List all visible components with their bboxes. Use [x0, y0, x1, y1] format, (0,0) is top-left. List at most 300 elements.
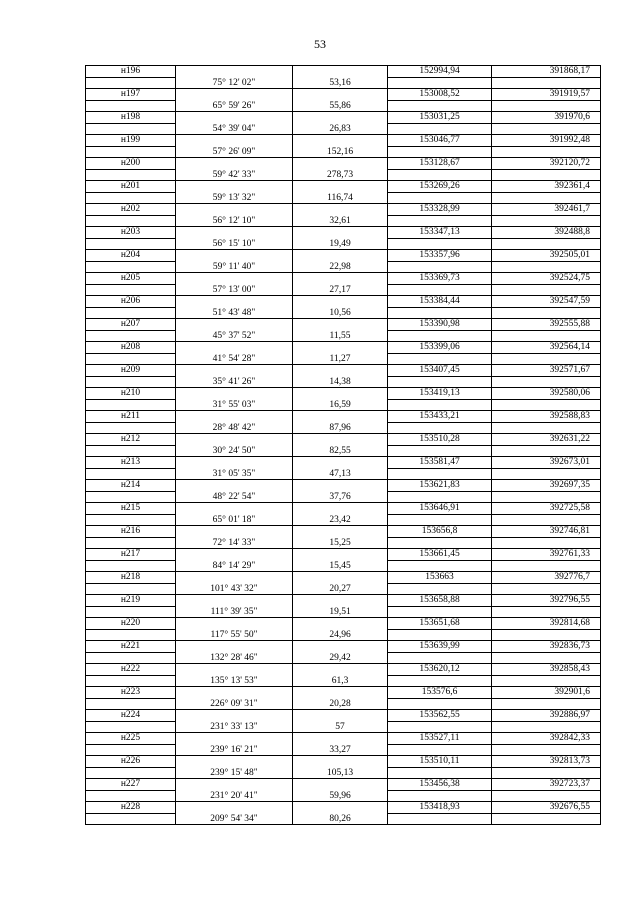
- direction-angle-cell: 28° 48' 42": [176, 422, 293, 434]
- empty-cell: [293, 89, 388, 101]
- empty-cell: [388, 698, 492, 710]
- table-row: [86, 595, 601, 607]
- empty-cell: [492, 675, 601, 687]
- direction-angle-cell: 101° 43' 32": [176, 583, 293, 595]
- empty-cell: [293, 480, 388, 492]
- table-row: [86, 261, 601, 273]
- empty-cell: [492, 698, 601, 710]
- y-coordinate-cell: 392776,7: [492, 572, 601, 584]
- table-row: [86, 112, 601, 124]
- y-coordinate-cell: 392571,67: [492, 365, 601, 377]
- empty-cell: [492, 744, 601, 756]
- x-coordinate-cell: 153031,25: [388, 112, 492, 124]
- table-row: [86, 560, 601, 572]
- y-coordinate-cell: 392842,33: [492, 733, 601, 745]
- table-row: [86, 307, 601, 319]
- empty-cell: [176, 595, 293, 607]
- y-coordinate-cell: 392697,35: [492, 480, 601, 492]
- empty-cell: [293, 388, 388, 400]
- point-name-cell: н211: [86, 411, 176, 423]
- x-coordinate-cell: 153651,68: [388, 618, 492, 630]
- empty-cell: [176, 572, 293, 584]
- empty-cell: [86, 77, 176, 89]
- empty-cell: [293, 112, 388, 124]
- empty-cell: [176, 181, 293, 193]
- empty-cell: [176, 710, 293, 722]
- x-coordinate-cell: 153384,44: [388, 296, 492, 308]
- table-row: [86, 641, 601, 653]
- distance-cell: 19,49: [293, 238, 388, 250]
- empty-cell: [293, 779, 388, 791]
- empty-cell: [86, 767, 176, 779]
- y-coordinate-cell: 392761,33: [492, 549, 601, 561]
- empty-cell: [388, 537, 492, 549]
- empty-cell: [176, 319, 293, 331]
- empty-cell: [176, 89, 293, 101]
- y-coordinate-cell: 392723,37: [492, 779, 601, 791]
- empty-cell: [176, 66, 293, 78]
- y-coordinate-cell: 392814,68: [492, 618, 601, 630]
- y-coordinate-cell: 392836,73: [492, 641, 601, 653]
- x-coordinate-cell: 153369,73: [388, 273, 492, 285]
- direction-angle-cell: 209° 54' 34": [176, 813, 293, 825]
- table-row: [86, 790, 601, 802]
- empty-cell: [176, 365, 293, 377]
- empty-cell: [293, 664, 388, 676]
- empty-cell: [86, 192, 176, 204]
- y-coordinate-cell: 392746,81: [492, 526, 601, 538]
- x-coordinate-cell: 153646,91: [388, 503, 492, 515]
- empty-cell: [388, 284, 492, 296]
- direction-angle-cell: 59° 42' 33": [176, 169, 293, 181]
- empty-cell: [388, 767, 492, 779]
- empty-cell: [492, 284, 601, 296]
- table-row: [86, 353, 601, 365]
- distance-cell: 47,13: [293, 468, 388, 480]
- empty-cell: [492, 445, 601, 457]
- empty-cell: [176, 687, 293, 699]
- y-coordinate-cell: 392524,75: [492, 273, 601, 285]
- x-coordinate-cell: 153639,99: [388, 641, 492, 653]
- point-name-cell: н228: [86, 802, 176, 814]
- point-name-cell: н225: [86, 733, 176, 745]
- direction-angle-cell: 30° 24' 50": [176, 445, 293, 457]
- empty-cell: [86, 537, 176, 549]
- empty-cell: [293, 503, 388, 515]
- point-name-cell: н210: [86, 388, 176, 400]
- distance-cell: 20,28: [293, 698, 388, 710]
- distance-cell: 10,56: [293, 307, 388, 319]
- distance-cell: 80,26: [293, 813, 388, 825]
- empty-cell: [492, 238, 601, 250]
- empty-cell: [388, 813, 492, 825]
- direction-angle-cell: 57° 26' 09": [176, 146, 293, 158]
- x-coordinate-cell: 153419,13: [388, 388, 492, 400]
- point-name-cell: н212: [86, 434, 176, 446]
- point-name-cell: н221: [86, 641, 176, 653]
- empty-cell: [176, 227, 293, 239]
- empty-cell: [86, 629, 176, 641]
- table-row: [86, 457, 601, 469]
- distance-cell: 15,25: [293, 537, 388, 549]
- empty-cell: [388, 261, 492, 273]
- empty-cell: [293, 296, 388, 308]
- table-row: [86, 192, 601, 204]
- y-coordinate-cell: 392547,59: [492, 296, 601, 308]
- point-name-cell: н219: [86, 595, 176, 607]
- distance-cell: 24,96: [293, 629, 388, 641]
- direction-angle-cell: 72° 14' 33": [176, 537, 293, 549]
- empty-cell: [293, 204, 388, 216]
- point-name-cell: н196: [86, 66, 176, 78]
- empty-cell: [86, 652, 176, 664]
- empty-cell: [86, 422, 176, 434]
- table-row: [86, 66, 601, 78]
- table-row: [86, 330, 601, 342]
- empty-cell: [492, 468, 601, 480]
- point-name-cell: н215: [86, 503, 176, 515]
- distance-cell: 11,27: [293, 353, 388, 365]
- empty-cell: [388, 790, 492, 802]
- distance-cell: 55,86: [293, 100, 388, 112]
- empty-cell: [86, 261, 176, 273]
- empty-cell: [176, 250, 293, 262]
- table-row: [86, 503, 601, 515]
- direction-angle-cell: 45° 37' 52": [176, 330, 293, 342]
- distance-cell: 27,17: [293, 284, 388, 296]
- table-row: [86, 388, 601, 400]
- direction-angle-cell: 59° 13' 32": [176, 192, 293, 204]
- empty-cell: [388, 100, 492, 112]
- table-row: [86, 687, 601, 699]
- table-row: [86, 572, 601, 584]
- table-row: [86, 100, 601, 112]
- empty-cell: [293, 526, 388, 538]
- empty-cell: [293, 365, 388, 377]
- empty-cell: [388, 652, 492, 664]
- empty-cell: [293, 342, 388, 354]
- empty-cell: [492, 146, 601, 158]
- direction-angle-cell: 31° 05' 35": [176, 468, 293, 480]
- empty-cell: [492, 790, 601, 802]
- empty-cell: [492, 169, 601, 181]
- direction-angle-cell: 231° 20' 41": [176, 790, 293, 802]
- point-name-cell: н224: [86, 710, 176, 722]
- table-row: [86, 629, 601, 641]
- table-row: [86, 422, 601, 434]
- x-coordinate-cell: 153433,21: [388, 411, 492, 423]
- direction-angle-cell: 56° 15' 10": [176, 238, 293, 250]
- point-name-cell: н223: [86, 687, 176, 699]
- empty-cell: [86, 744, 176, 756]
- empty-cell: [176, 756, 293, 768]
- empty-cell: [176, 480, 293, 492]
- x-coordinate-cell: 153128,67: [388, 158, 492, 170]
- empty-cell: [293, 434, 388, 446]
- empty-cell: [176, 204, 293, 216]
- empty-cell: [388, 192, 492, 204]
- point-name-cell: н226: [86, 756, 176, 768]
- table-row: [86, 342, 601, 354]
- distance-cell: 57: [293, 721, 388, 733]
- coordinates-table: [85, 65, 601, 825]
- point-name-cell: н198: [86, 112, 176, 124]
- empty-cell: [388, 399, 492, 411]
- empty-cell: [293, 802, 388, 814]
- empty-cell: [492, 422, 601, 434]
- y-coordinate-cell: 392580,06: [492, 388, 601, 400]
- distance-cell: 26,83: [293, 123, 388, 135]
- distance-cell: 20,27: [293, 583, 388, 595]
- x-coordinate-cell: 153620,12: [388, 664, 492, 676]
- x-coordinate-cell: 153527,11: [388, 733, 492, 745]
- empty-cell: [86, 146, 176, 158]
- direction-angle-cell: 54° 39' 04": [176, 123, 293, 135]
- empty-cell: [293, 181, 388, 193]
- table-row: [86, 698, 601, 710]
- y-coordinate-cell: 392555,88: [492, 319, 601, 331]
- empty-cell: [388, 583, 492, 595]
- distance-cell: 53,16: [293, 77, 388, 89]
- direction-angle-cell: 132° 28' 46": [176, 652, 293, 664]
- distance-cell: 11,55: [293, 330, 388, 342]
- y-coordinate-cell: 392858,43: [492, 664, 601, 676]
- empty-cell: [388, 422, 492, 434]
- y-coordinate-cell: 391992,48: [492, 135, 601, 147]
- empty-cell: [293, 273, 388, 285]
- distance-cell: 105,13: [293, 767, 388, 779]
- table-row: [86, 744, 601, 756]
- empty-cell: [176, 802, 293, 814]
- direction-angle-cell: 239° 15' 48": [176, 767, 293, 779]
- empty-cell: [86, 813, 176, 825]
- table-row: [86, 802, 601, 814]
- empty-cell: [388, 491, 492, 503]
- table-row: [86, 606, 601, 618]
- empty-cell: [492, 215, 601, 227]
- distance-cell: 22,98: [293, 261, 388, 273]
- x-coordinate-cell: 153581,47: [388, 457, 492, 469]
- empty-cell: [492, 606, 601, 618]
- point-name-cell: н208: [86, 342, 176, 354]
- empty-cell: [176, 549, 293, 561]
- empty-cell: [293, 457, 388, 469]
- direction-angle-cell: 48° 22' 54": [176, 491, 293, 503]
- x-coordinate-cell: 153656,8: [388, 526, 492, 538]
- empty-cell: [388, 238, 492, 250]
- table-row: [86, 169, 601, 181]
- table-row: [86, 250, 601, 262]
- table-row: [86, 365, 601, 377]
- direction-angle-cell: 111° 39' 35": [176, 606, 293, 618]
- direction-angle-cell: 57° 13' 00": [176, 284, 293, 296]
- table-row: [86, 468, 601, 480]
- table-row: [86, 710, 601, 722]
- point-name-cell: н202: [86, 204, 176, 216]
- x-coordinate-cell: 153269,26: [388, 181, 492, 193]
- distance-cell: 61,3: [293, 675, 388, 687]
- table-row: [86, 756, 601, 768]
- empty-cell: [86, 445, 176, 457]
- direction-angle-cell: 65° 59' 26": [176, 100, 293, 112]
- empty-cell: [492, 399, 601, 411]
- empty-cell: [86, 215, 176, 227]
- empty-cell: [388, 721, 492, 733]
- y-coordinate-cell: 392886,97: [492, 710, 601, 722]
- empty-cell: [492, 100, 601, 112]
- empty-cell: [86, 514, 176, 526]
- empty-cell: [388, 675, 492, 687]
- distance-cell: 33,27: [293, 744, 388, 756]
- y-coordinate-cell: 392673,01: [492, 457, 601, 469]
- table-row: [86, 526, 601, 538]
- x-coordinate-cell: 153347,13: [388, 227, 492, 239]
- empty-cell: [176, 641, 293, 653]
- empty-cell: [388, 146, 492, 158]
- x-coordinate-cell: 153008,52: [388, 89, 492, 101]
- empty-cell: [86, 284, 176, 296]
- table-row: [86, 319, 601, 331]
- point-name-cell: н203: [86, 227, 176, 239]
- empty-cell: [492, 77, 601, 89]
- x-coordinate-cell: 153399,06: [388, 342, 492, 354]
- direction-angle-cell: 51° 43' 48": [176, 307, 293, 319]
- empty-cell: [86, 560, 176, 572]
- empty-cell: [492, 514, 601, 526]
- empty-cell: [388, 77, 492, 89]
- empty-cell: [176, 296, 293, 308]
- x-coordinate-cell: 153328,99: [388, 204, 492, 216]
- direction-angle-cell: 35° 41' 26": [176, 376, 293, 388]
- empty-cell: [176, 526, 293, 538]
- table-row: [86, 514, 601, 526]
- empty-cell: [492, 629, 601, 641]
- empty-cell: [293, 158, 388, 170]
- empty-cell: [86, 675, 176, 687]
- empty-cell: [492, 767, 601, 779]
- table-row: [86, 537, 601, 549]
- empty-cell: [293, 549, 388, 561]
- table-row: [86, 434, 601, 446]
- empty-cell: [388, 514, 492, 526]
- table-row: [86, 767, 601, 779]
- empty-cell: [86, 100, 176, 112]
- point-name-cell: н220: [86, 618, 176, 630]
- empty-cell: [86, 583, 176, 595]
- empty-cell: [492, 583, 601, 595]
- table-row: [86, 146, 601, 158]
- empty-cell: [86, 353, 176, 365]
- empty-cell: [492, 560, 601, 572]
- x-coordinate-cell: 153390,98: [388, 319, 492, 331]
- empty-cell: [176, 342, 293, 354]
- distance-cell: 14,38: [293, 376, 388, 388]
- point-name-cell: н214: [86, 480, 176, 492]
- empty-cell: [86, 123, 176, 135]
- table-row: [86, 675, 601, 687]
- page-number: 53: [314, 37, 326, 51]
- table-row: [86, 664, 601, 676]
- direction-angle-cell: 231° 33' 13": [176, 721, 293, 733]
- point-name-cell: н227: [86, 779, 176, 791]
- x-coordinate-cell: 153510,11: [388, 756, 492, 768]
- x-coordinate-cell: 153562,55: [388, 710, 492, 722]
- x-coordinate-cell: 153663: [388, 572, 492, 584]
- table-row: [86, 273, 601, 285]
- x-coordinate-cell: 153510,28: [388, 434, 492, 446]
- empty-cell: [388, 169, 492, 181]
- empty-cell: [492, 813, 601, 825]
- point-name-cell: н200: [86, 158, 176, 170]
- empty-cell: [176, 503, 293, 515]
- empty-cell: [176, 733, 293, 745]
- empty-cell: [492, 123, 601, 135]
- empty-cell: [388, 606, 492, 618]
- table-row: [86, 123, 601, 135]
- table-row: [86, 238, 601, 250]
- point-name-cell: н216: [86, 526, 176, 538]
- empty-cell: [176, 618, 293, 630]
- point-name-cell: н217: [86, 549, 176, 561]
- point-name-cell: н201: [86, 181, 176, 193]
- y-coordinate-cell: 392461,7: [492, 204, 601, 216]
- distance-cell: 116,74: [293, 192, 388, 204]
- distance-cell: 16,59: [293, 399, 388, 411]
- coordinates-table-body: [86, 66, 601, 825]
- point-name-cell: н218: [86, 572, 176, 584]
- empty-cell: [388, 445, 492, 457]
- table-row: [86, 733, 601, 745]
- empty-cell: [492, 261, 601, 273]
- y-coordinate-cell: 391868,17: [492, 66, 601, 78]
- distance-cell: 29,42: [293, 652, 388, 664]
- table-row: [86, 181, 601, 193]
- distance-cell: 87,96: [293, 422, 388, 434]
- distance-cell: 32,61: [293, 215, 388, 227]
- table-row: [86, 204, 601, 216]
- empty-cell: [492, 330, 601, 342]
- point-name-cell: н199: [86, 135, 176, 147]
- point-name-cell: н204: [86, 250, 176, 262]
- empty-cell: [86, 790, 176, 802]
- y-coordinate-cell: 392361,4: [492, 181, 601, 193]
- x-coordinate-cell: 153621,83: [388, 480, 492, 492]
- empty-cell: [388, 215, 492, 227]
- empty-cell: [176, 664, 293, 676]
- table-row: [86, 215, 601, 227]
- empty-cell: [293, 756, 388, 768]
- table-row: [86, 89, 601, 101]
- table-row: [86, 135, 601, 147]
- empty-cell: [293, 66, 388, 78]
- direction-angle-cell: 75° 12' 02": [176, 77, 293, 89]
- x-coordinate-cell: 153576,6: [388, 687, 492, 699]
- empty-cell: [86, 399, 176, 411]
- table-row: [86, 376, 601, 388]
- empty-cell: [492, 353, 601, 365]
- y-coordinate-cell: 392813,73: [492, 756, 601, 768]
- empty-cell: [86, 468, 176, 480]
- x-coordinate-cell: 152994,94: [388, 66, 492, 78]
- point-name-cell: н207: [86, 319, 176, 331]
- distance-cell: 19,51: [293, 606, 388, 618]
- x-coordinate-cell: 153046,77: [388, 135, 492, 147]
- empty-cell: [492, 537, 601, 549]
- empty-cell: [176, 135, 293, 147]
- y-coordinate-cell: 392564,14: [492, 342, 601, 354]
- y-coordinate-cell: 391919,57: [492, 89, 601, 101]
- empty-cell: [86, 238, 176, 250]
